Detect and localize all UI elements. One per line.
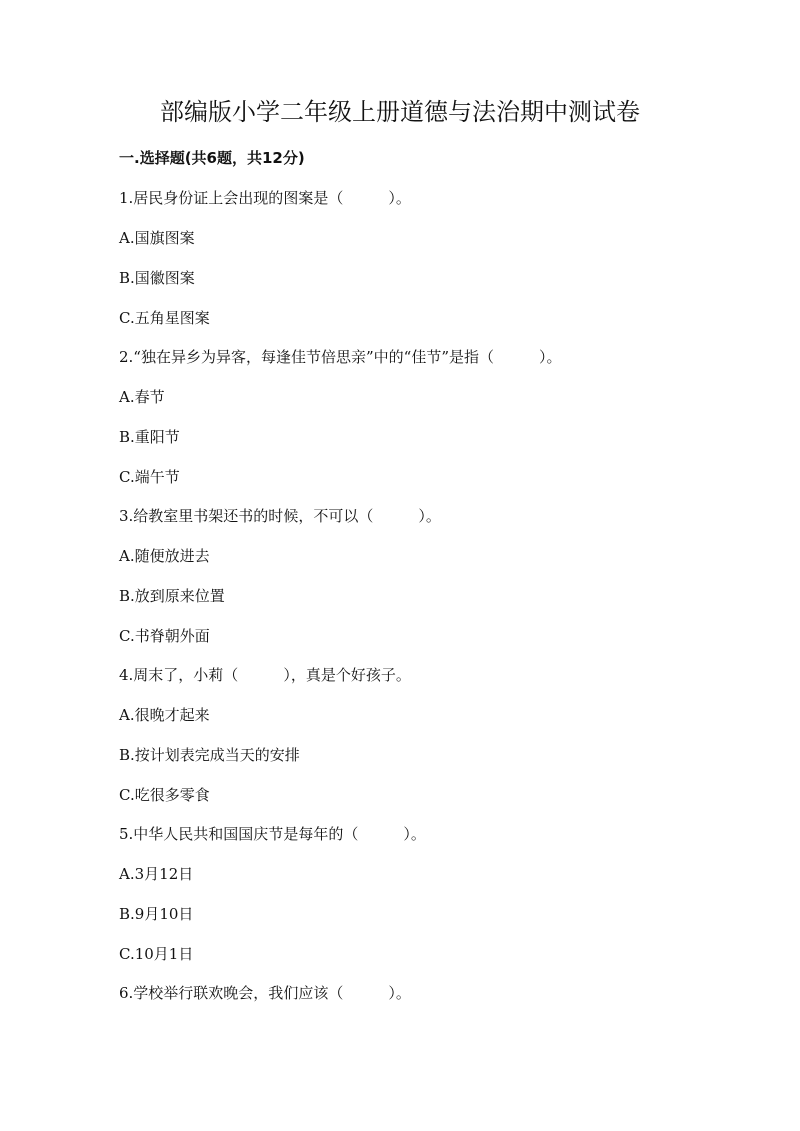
question-1-option-a: A.国旗图案 [119,229,195,247]
question-3-option-a: A.随便放进去 [119,547,210,565]
question-4-stem: 4.周末了，小莉（ ），真是个好孩子。 [119,666,411,684]
question-5-stem: 5.中华人民共和国国庆节是每年的（ ）。 [119,825,426,843]
question-2-option-c: C.端午节 [119,468,180,486]
question-5-option-b: B.9月10日 [119,905,194,923]
question-3-option-b: B.放到原来位置 [119,587,225,605]
page-title: 部编版小学二年级上册道德与法治期中测试卷 [160,98,640,126]
question-5-option-c: C.10月1日 [119,945,194,963]
question-1-option-b: B.国徽图案 [119,269,195,287]
question-5-option-a: A.3月12日 [119,865,194,883]
question-3-option-c: C.书脊朝外面 [119,627,210,645]
question-4-option-b: B.按计划表完成当天的安排 [119,746,300,764]
question-2-stem: 2.“独在异乡为异客，每逢佳节倍思亲”中的“佳节”是指（ ）。 [119,348,562,366]
question-1-stem: 1.居民身份证上会出现的图案是（ ）。 [119,189,411,207]
question-4-option-a: A.很晚才起来 [119,706,210,724]
question-2-option-b: B.重阳节 [119,428,180,446]
question-3-stem: 3.给教室里书架还书的时候，不可以（ ）。 [119,507,441,525]
question-6-stem: 6.学校举行联欢晚会，我们应该（ ）。 [119,984,411,1002]
question-4-option-c: C.吃很多零食 [119,786,210,804]
question-1-option-c: C.五角星图案 [119,309,210,327]
question-2-option-a: A.春节 [119,388,165,406]
section-heading: 一.选择题(共6题，共12分) [119,149,305,167]
